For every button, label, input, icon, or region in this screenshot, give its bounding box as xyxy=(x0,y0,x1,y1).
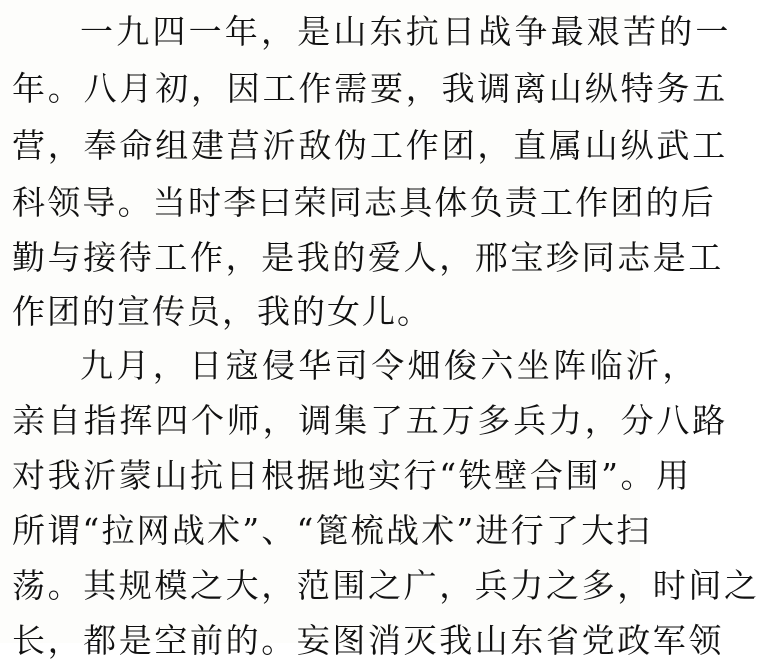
text-line-5: 勤与接待工作，是我的爱人，邢宝珍同志是工 xyxy=(12,238,724,277)
text-line-12: 长，都是空前的。妄图消灭我山东省党政军领 xyxy=(12,621,724,660)
text-line-7: 九月，日寇侵华司令畑俊六坐阵临沂， xyxy=(80,346,699,385)
text-line-8: 亲自指挥四个师，调集了五万多兵力，分八路 xyxy=(12,401,728,440)
text-line-6: 作团的宣传员，我的女儿。 xyxy=(12,292,432,331)
text-line-11: 荡。其规模之大，范围之广，兵力之多，时间之 xyxy=(12,566,760,605)
text-line-3: 营，奉命组建莒沂敌伪工作团，直属山纵武工 xyxy=(12,126,728,165)
text-line-1: 一九四一年，是山东抗日战争最艰苦的一 xyxy=(80,12,732,51)
text-line-9: 对我沂蒙山抗日根据地实行“铁壁合围”。用 xyxy=(12,456,692,495)
text-line-4: 科领导。当时李曰荣同志具体负责工作团的后 xyxy=(12,183,716,222)
text-line-10: 所谓“拉网战术”、“篦梳战术”进行了大扫 xyxy=(12,511,652,550)
text-line-2: 年。八月初，因工作需要，我调离山纵特务五 xyxy=(12,69,728,108)
